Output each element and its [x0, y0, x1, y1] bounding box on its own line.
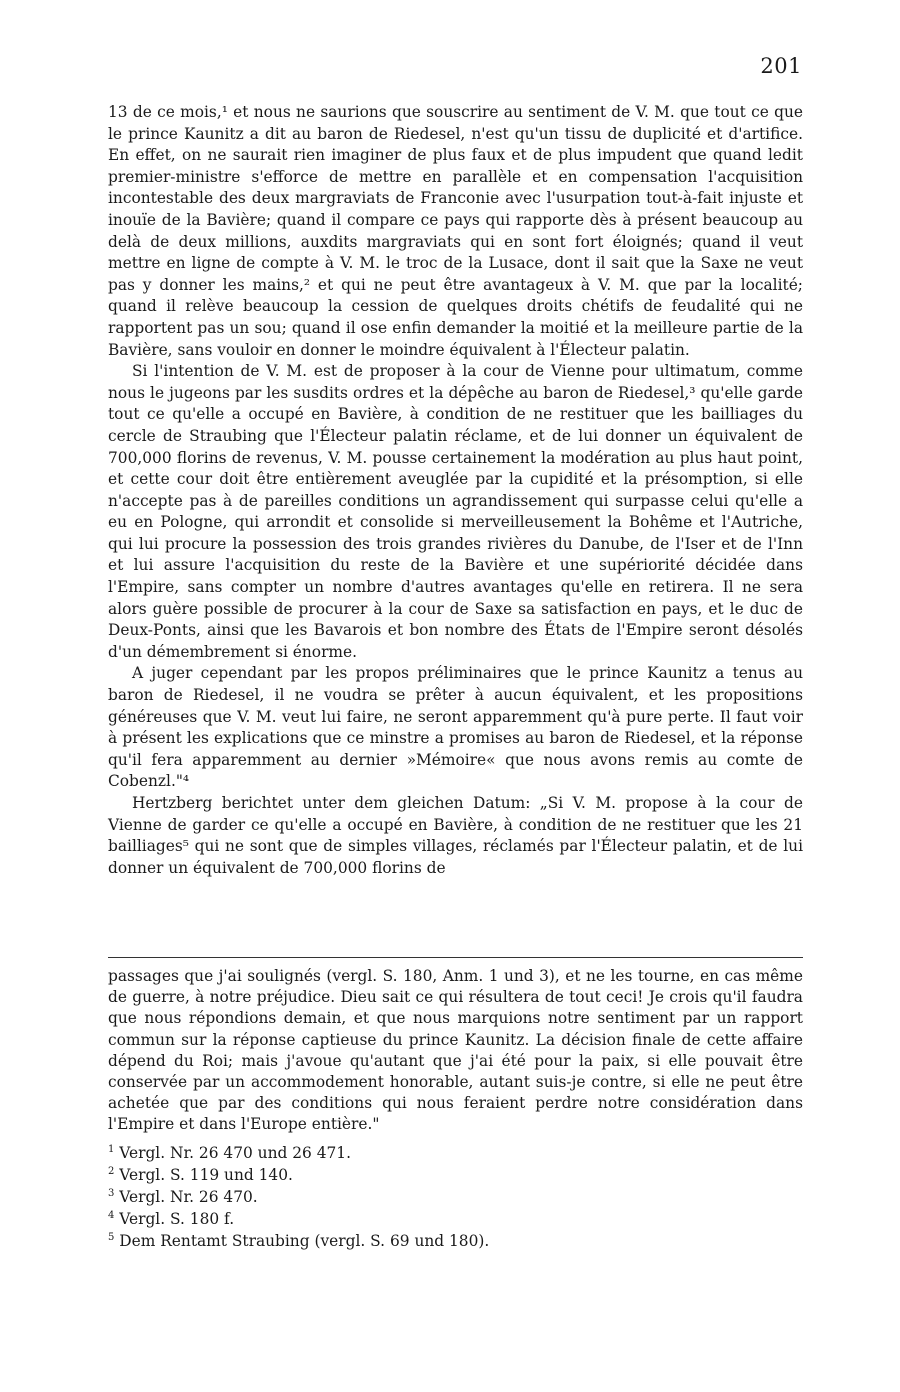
paragraph-1: 13 de ce mois,¹ et nous ne saurions que souscrire au sentiment de V. M. que tout ce que le prince Kaunitz a dit au baron de Riedesel, n'est qu'un tissu de duplicité et d'artifice. En effet, on ne saurait rien imaginer de plus faux et de plus impudent que quand ledit premier-ministre s'efforce de mettre en parallèle et en compensation l'acquisition incontestable des deux margraviats de Franconie avec l'usurpation tout-à-fait injuste et inouïe de la Bavière; quand il compare ce pays qui rapporte dès à présent beaucoup au delà de deux millions, auxdits margraviats qui en sont fort éloignés; quand il veut mettre en ligne de compte à V. M. le troc de la Lusace, dont il sait que la Saxe ne veut pas y donner les mains,² et qui ne peut être avantageux à V. M. que par la localité; quand il relève beaucoup la cession de quelques droits chétifs de feudalité qui ne rapportent pas un sou; quand il ose enfin demander la moitié et la meilleure partie de la Bavière, sans vouloir en donner le moindre équivalent à l'Électeur palatin. [108, 103, 803, 359]
footnote-mark: 1 [108, 1143, 115, 1155]
footnote-mark: 4 [108, 1209, 115, 1221]
footnote-continuation: passages que j'ai soulignés (vergl. S. 180, Anm. 1 und 3), et ne les tourne, en cas même de guerre, à notre préjudice. Dieu sait ce qui résultera de tout ceci! Je crois qu'il faudra que nous répondions demain, et que nous marquions notre sentiment par un rapport commun sur la réponse captieuse du prince Kaunitz. La décision finale de cette affaire dépend du Roi; mais j'avoue qu'autant que j'ai été pour la paix, si elle pouvait être conservée par un accommodement honorable, autant suis-je contre, si elle ne peut être achetée que par des conditions qui nous feraient perdre notre considération dans l'Empire et dans l'Europe entière." [108, 967, 803, 1134]
footnote-text: Dem Rentamt Straubing (vergl. S. 69 und 180). [119, 1231, 490, 1250]
footnote-text: Vergl. S. 180 f. [119, 1209, 235, 1228]
main-text [108, 102, 803, 879]
footnote-list [108, 1142, 803, 1252]
footnote-mark: 5 [108, 1231, 115, 1243]
paragraph-2: Si l'intention de V. M. est de proposer à la cour de Vienne pour ultimatum, comme nous le jugeons par les susdits ordres et la dépêche au baron de Riedesel,³ qu'elle garde tout ce qu'elle a occupé en Bavière, à condition de ne restituer que les bailliages du cercle de Straubing que l'Électeur palatin réclame, et de lui donner un équivalent de 700,000 florins de revenus, V. M. pousse certainement la modération au plus haut point, et cette cour doit être entièrement aveuglée par la cupidité et la présomption, si elle n'accepte pas à de pareilles conditions un agrandissement qui surpasse celui qu'elle a eu en Pologne, qui arrondit et consolide si merveilleusement la Bohême et l'Autriche, qui lui procure la possession des trois grandes rivières du Danube, de l'Iser et de l'Inn et lui assure l'acquisition du reste de la Bavière et une supériorité décidée dans l'Empire, sans compter un nombre d'autres avantages qu'elle en retirera. Il ne sera alors guère possible de procurer à la cour de Saxe sa satisfaction en pays, et le duc de Deux-Ponts, ainsi que les Bavarois et bon nombre des États de l'Empire seront désolés d'un démembrement si énorme. [108, 362, 803, 661]
footnote-divider [108, 957, 803, 958]
footnote-text: Vergl. Nr. 26 470 und 26 471. [119, 1143, 351, 1162]
footnote-mark: 2 [108, 1165, 115, 1177]
footnote-2 [108, 1164, 803, 1186]
footnote-1 [108, 1142, 803, 1164]
footnote-4 [108, 1208, 803, 1230]
paragraph-4: Hertzberg berichtet unter dem gleichen Datum: „Si V. M. propose à la cour de Vienne de garder ce qu'elle a occupé en Bavière, à condition de ne restituer que les 21 bailliages⁵ qui ne sont que de simples villages, réclamés par l'Électeur palatin, et de lui donner un équivalent de 700,000 florins de [108, 794, 803, 877]
footnote-mark: 3 [108, 1187, 115, 1199]
footnote-text: Vergl. Nr. 26 470. [119, 1187, 258, 1206]
page-number: 201 [760, 54, 802, 78]
footnote-5 [108, 1230, 803, 1252]
footnote-3 [108, 1186, 803, 1208]
footnote-text: Vergl. S. 119 und 140. [119, 1165, 293, 1184]
paragraph-3: A juger cependant par les propos préliminaires que le prince Kaunitz a tenus au baron de Riedesel, il ne voudra se prêter à aucun équivalent, et les propositions généreuses que V. M. veut lui faire, ne seront apparemment qu'à pure perte. Il faut voir à présent les explications que ce minstre a promises au baron de Riedesel, et la réponse qu'il fera apparemment au dernier »Mémoire« que nous avons remis au comte de Cobenzl."⁴ [108, 664, 803, 791]
footnotes-section [108, 966, 803, 1252]
